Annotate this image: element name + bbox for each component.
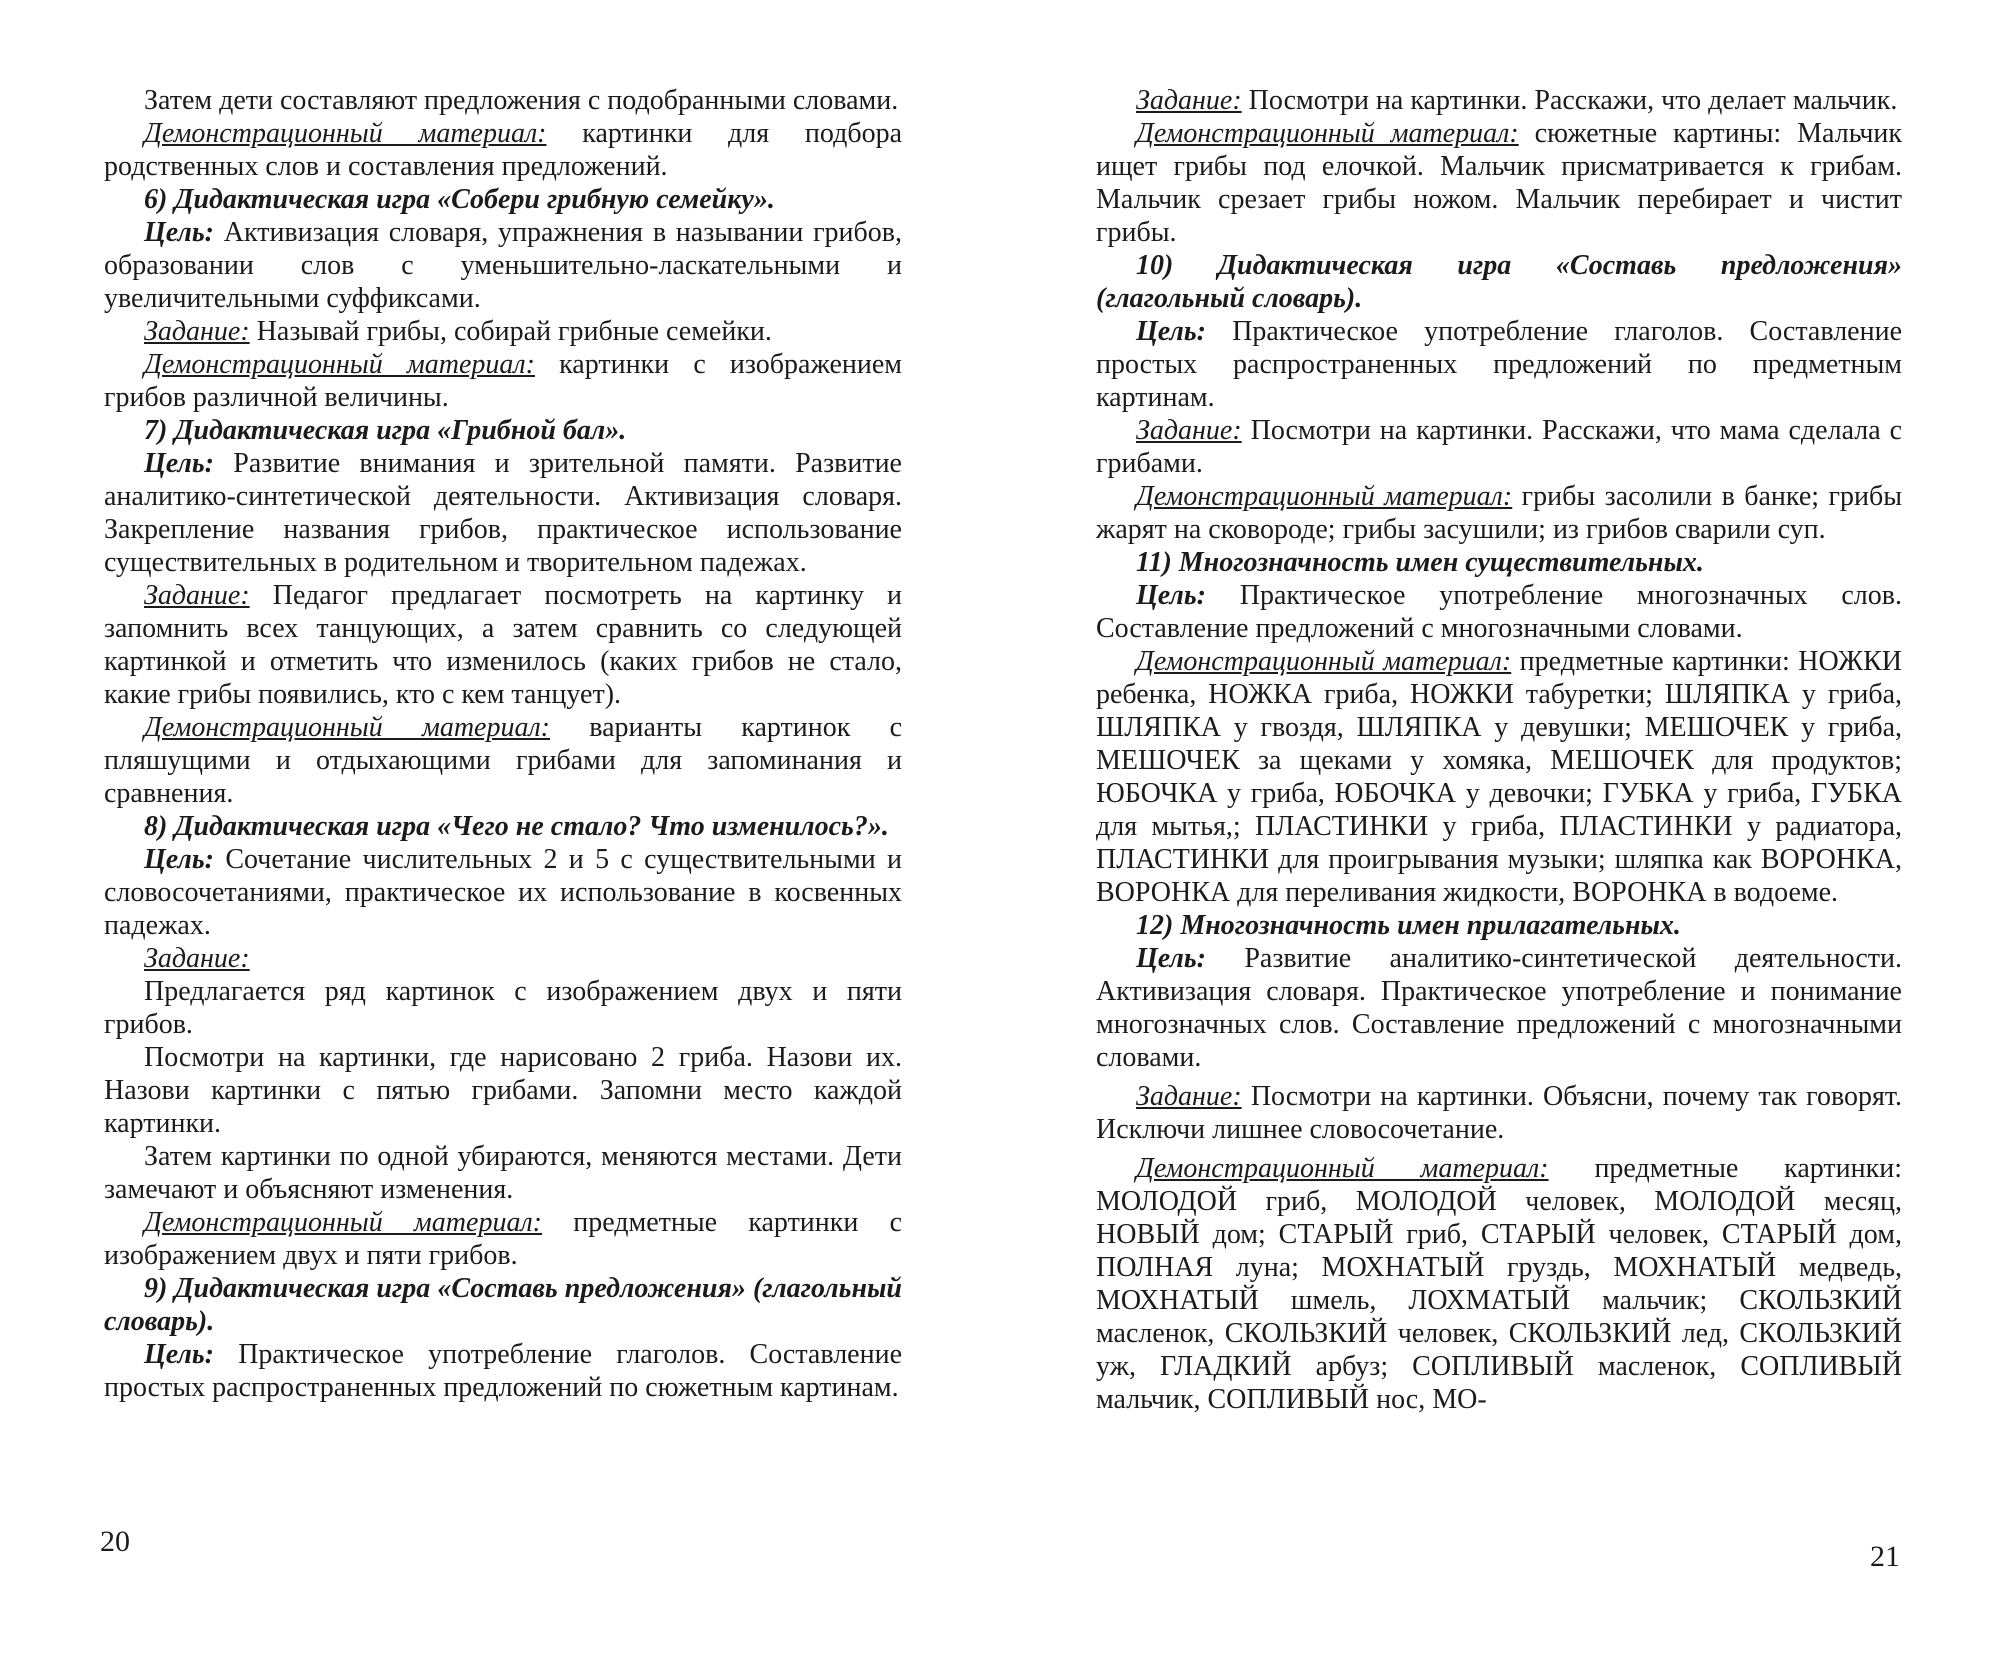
paragraph: Затем дети составляют предложения с подобранными словами. (144, 85, 899, 116)
paragraph: Цель: Практическое употребление многозначных слов. Составление предложений с многозначными словами. (1096, 580, 1902, 644)
paragraph: Демонстрационный материал: картинки с изображением грибов различной величины. (104, 349, 902, 413)
paragraph: Демонстрационный материал: сюжетные картины: Мальчик ищет грибы под елочкой. Мальчик присматривается к грибам. Мальчик срезает грибы ножом. Мальчик перебирает и чистит грибы. (1096, 118, 1902, 248)
paragraph: Цель: Сочетание числительных 2 и 5 с существительными и словосочетаниями, практическое их использование в косвенных падежах. (104, 844, 902, 941)
paragraph: Демонстрационный материал: предметные картинки: НОЖКИ ребенка, НОЖКА гриба, НОЖКИ табуретки; ШЛЯПКА у гриба, ШЛЯПКА у гвоздя, ШЛЯПКА у девушки; МЕШОЧЕК у гриба, МЕШОЧЕК за щеками у хомяка, МЕШОЧЕК для продуктов; ЮБОЧКА у гриба, ЮБОЧКА у девочки; ГУБКА у гриба, ГУБКА для мытья,; ПЛАСТИНКИ у гриба, ПЛАСТИНКИ у радиатора, ПЛАСТИНКИ для проигрывания музыки; шляпка как ВОРОНКА, ВОРОНКА для переливания жидкости, ВОРОНКА в водоеме. (1096, 646, 1902, 908)
paragraph: Задание: Посмотри на картинки. Расскажи, что делает мальчик. (1136, 85, 1898, 116)
section-heading: 8) Дидактическая игра «Чего не стало? Что изменилось?». (144, 811, 889, 842)
paragraph: Цель: Развитие внимания и зрительной памяти. Развитие аналитико-синтетической деятельности. Активизация словаря. Закрепление названия грибов, практическое использование существительных в родительном и творительном падежах. (104, 448, 902, 578)
paragraph: Демонстрационный материал: грибы засолили в банке; грибы жарят на сковороде; грибы засушили; из грибов сварили суп. (1096, 481, 1903, 545)
paragraph: Демонстрационный материал: картинки для подбора родственных слов и составления предложений. (104, 118, 903, 182)
paragraph: Задание: Педагог предлагает посмотреть на картинку и запомнить всех танцующих, а затем сравнить со следующей картинкой и отметить что изменилось (каких грибов не стало, какие грибы появились, кто с кем танцует). (104, 580, 902, 710)
section-heading: 6) Дидактическая игра «Собери грибную семейку». (144, 184, 775, 215)
paragraph: Цель: Практическое употребление глаголов. Составление простых распространенных предложений по сюжетным картинам. (104, 1339, 902, 1403)
right-page (1096, 84, 1902, 1416)
paragraph: Задание: Называй грибы, собирай грибные семейки. (144, 316, 772, 347)
paragraph: Демонстрационный материал: предметные картинки с изображением двух и пяти грибов. (104, 1207, 903, 1271)
section-heading: 10) Дидактическая игра «Составь предложения» (глагольный словарь). (1096, 250, 1902, 314)
paragraph: Задание: (144, 943, 250, 974)
section-heading: 12) Многозначность имен прилагательных. (1136, 910, 1681, 941)
section-heading: 11) Многозначность имен существительных. (1136, 547, 1704, 578)
page-number-right: 21 (1870, 1540, 1900, 1573)
page-number-left: 20 (100, 1525, 130, 1558)
section-heading: 7) Дидактическая игра «Грибной бал». (144, 415, 627, 446)
section-heading: 9) Дидактическая игра «Составь предложения» (глагольный словарь). (104, 1273, 902, 1337)
paragraph: Цель: Развитие аналитико-синтетической деятельности. Активизация словаря. Практическое употребление и понимание многозначных слов. Составление предложений с многозначными словами. (1096, 943, 1902, 1073)
paragraph: Затем картинки по одной убираются, меняются местами. Дети замечают и объясняют изменения. (104, 1141, 902, 1205)
paragraph: Предлагается ряд картинок с изображением двух и пяти грибов. (104, 976, 902, 1040)
left-page (104, 84, 902, 1404)
paragraph: Цель: Активизация словаря, упражнения в назывании грибов, образовании слов с уменьшительно-ласкательными и увеличительными суффиксами. (104, 217, 902, 314)
paragraph: Задание: Посмотри на картинки. Расскажи, что мама сделала с грибами. (1096, 415, 1902, 479)
paragraph: Задание: Посмотри на картинки. Объясни, почему так говорят. Исключи лишнее словосочетание. (1096, 1081, 1902, 1145)
paragraph: Цель: Практическое употребление глаголов. Составление простых распространенных предложений по предметным картинам. (1096, 316, 1902, 413)
paragraph: Демонстрационный материал: варианты картинок с пляшущими и отдыхающими грибами для запоминания и сравнения. (104, 712, 902, 809)
paragraph: Демонстрационный материал: предметные картинки: МОЛОДОЙ гриб, МОЛОДОЙ человек, МОЛОДОЙ месяц, НОВЫЙ дом; СТАРЫЙ гриб, СТАРЫЙ человек, СТАРЫЙ дом, ПОЛНАЯ луна; МОХНАТЫЙ груздь, МОХНАТЫЙ медведь, МОХНАТЫЙ шмель, ЛОХМАТЫЙ мальчик; СКОЛЬЗКИЙ масленок, СКОЛЬЗКИЙ человек, СКОЛЬЗКИЙ лед, СКОЛЬЗКИЙ уж, ГЛАДКИЙ арбуз; СОПЛИВЫЙ масленок, СОПЛИВЫЙ мальчик, СОПЛИВЫЙ нос, МО- (1096, 1153, 1902, 1415)
paragraph: Посмотри на картинки, где нарисовано 2 гриба. Назови их. Назови картинки с пятью грибами. Запомни место каждой картинки. (104, 1042, 902, 1139)
